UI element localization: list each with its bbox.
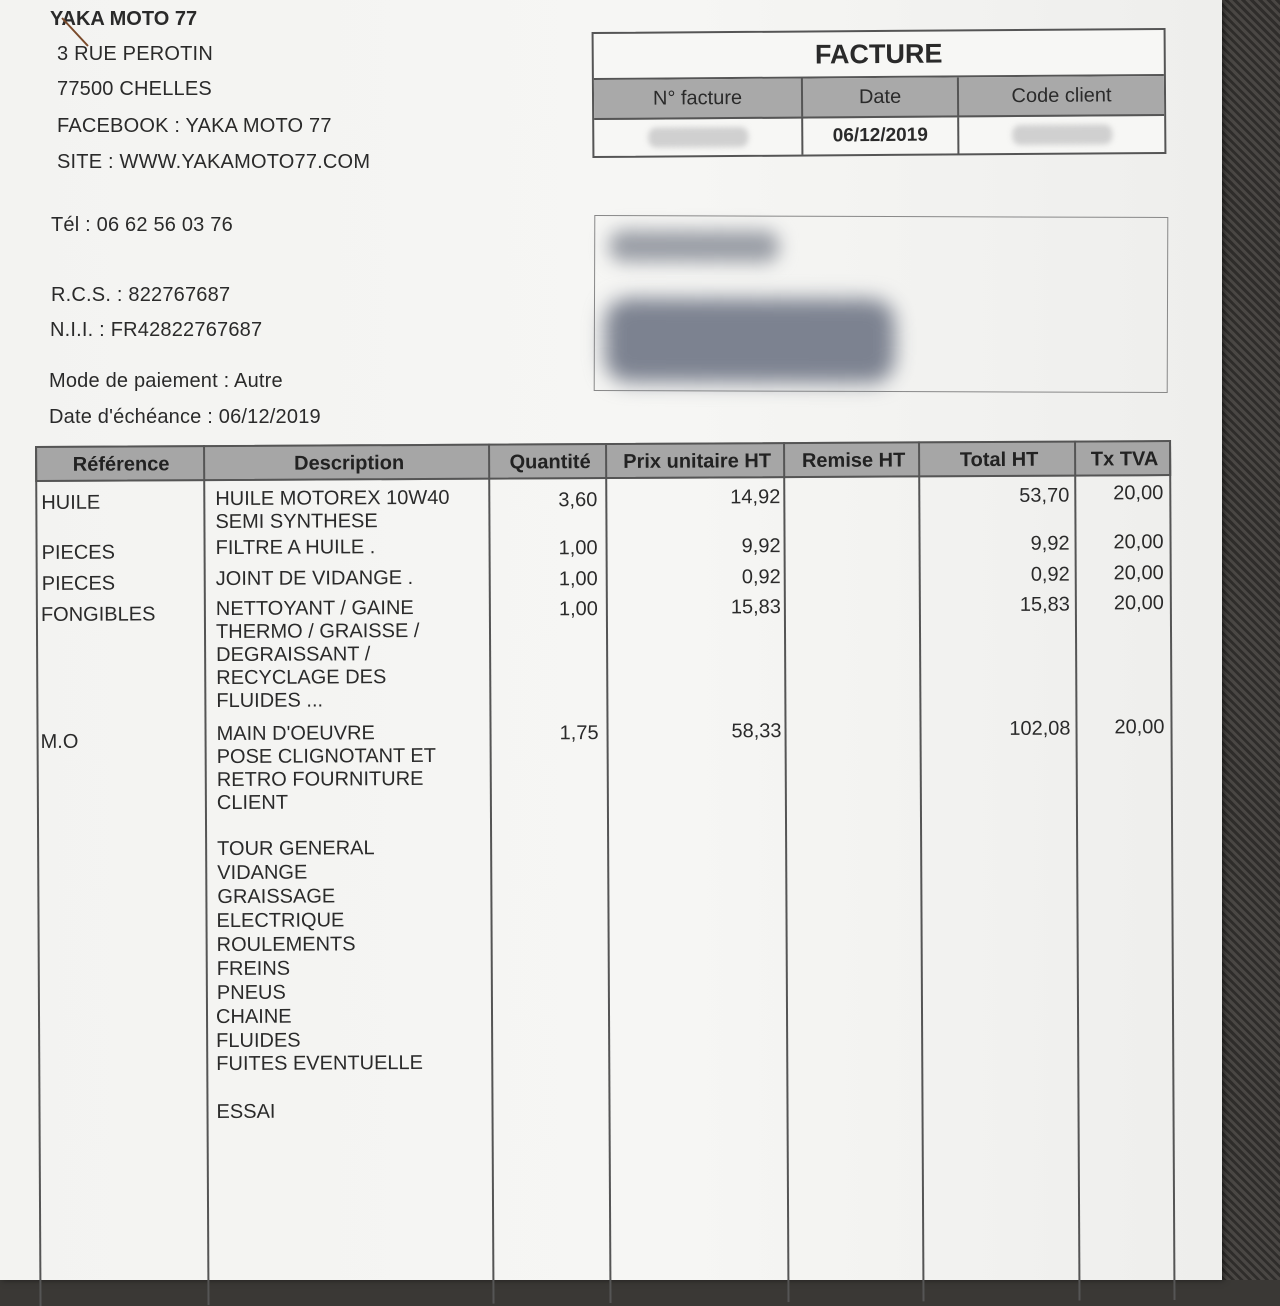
row2-desc-line1: FILTRE A HUILE . bbox=[215, 536, 376, 560]
column-border bbox=[783, 442, 790, 1302]
column-border bbox=[35, 446, 42, 1306]
company-phone: Tél : 06 62 56 03 76 bbox=[51, 214, 233, 236]
checklist-final-item: ESSAI bbox=[216, 1100, 276, 1124]
header-vat: Tx TVA bbox=[1090, 447, 1159, 470]
row5-desc-line3: RETRO FOURNITURE bbox=[216, 767, 424, 792]
row2-quantity: 1,00 bbox=[558, 537, 598, 560]
invoice-title: FACTURE bbox=[594, 30, 1164, 80]
column-border bbox=[1074, 441, 1081, 1301]
row2-reference: PIECES bbox=[41, 541, 116, 564]
redacted-client-code bbox=[1012, 124, 1112, 145]
company-address-line2: 77500 CHELLES bbox=[57, 78, 212, 100]
header-unit-price: Prix unitaire HT bbox=[623, 449, 772, 473]
payment-mode: Mode de paiement : Autre bbox=[49, 370, 283, 392]
column-border bbox=[1169, 440, 1176, 1300]
redacted-invoice-number bbox=[648, 127, 748, 148]
row4-vat: 20,00 bbox=[1113, 592, 1164, 615]
header-description: Description bbox=[294, 451, 405, 475]
company-rcs: R.C.S. : 822767687 bbox=[51, 284, 231, 306]
checklist-item: FUITES EVENTUELLE bbox=[216, 1051, 424, 1076]
row2-total: 9,92 bbox=[1030, 532, 1070, 555]
row4-desc-line3: DEGRAISSANT / bbox=[216, 643, 371, 667]
redacted-client-name bbox=[609, 230, 779, 263]
invoice-number-header: N° facture bbox=[594, 79, 803, 118]
row5-quantity: 1,75 bbox=[559, 722, 599, 745]
invoice-values-row bbox=[594, 116, 1164, 156]
row2-vat: 20,00 bbox=[1113, 531, 1164, 554]
row5-desc-line1: MAIN D'OEUVRE bbox=[216, 722, 375, 746]
company-address-line1: 3 RUE PEROTIN bbox=[57, 43, 213, 65]
checklist-item: VIDANGE bbox=[217, 861, 308, 885]
checklist-item: TOUR GENERAL bbox=[217, 837, 375, 861]
row3-desc-line1: JOINT DE VIDANGE . bbox=[215, 567, 414, 591]
row1-quantity: 3,60 bbox=[558, 489, 598, 512]
company-nii: N.I.I. : FR42822767687 bbox=[50, 319, 263, 341]
row3-unit-price: 0,92 bbox=[741, 566, 781, 589]
invoice-header-row bbox=[594, 76, 1164, 120]
row5-desc-line4: CLIENT bbox=[216, 791, 289, 815]
row4-desc-line5: FLUIDES ... bbox=[216, 689, 324, 713]
invoice-header-box bbox=[592, 28, 1167, 158]
client-code-header: Code client bbox=[1011, 83, 1112, 107]
column-border bbox=[488, 444, 495, 1304]
row1-reference: HUILE bbox=[41, 491, 101, 514]
company-site: SITE : WWW.YAKAMOTO77.COM bbox=[57, 151, 371, 173]
header-discount: Remise HT bbox=[801, 448, 906, 472]
row4-quantity: 1,00 bbox=[558, 598, 598, 621]
company-name: YAKA MOTO 77 bbox=[50, 8, 198, 30]
row2-unit-price: 9,92 bbox=[741, 535, 781, 558]
client-code-value bbox=[959, 116, 1164, 153]
row1-vat: 20,00 bbox=[1113, 482, 1164, 505]
invoice-number-value bbox=[594, 119, 803, 156]
row1-desc-line2: SEMI SYNTHESE bbox=[215, 510, 378, 534]
checklist-item: ELECTRIQUE bbox=[216, 909, 345, 933]
row5-vat: 20,00 bbox=[1114, 716, 1165, 739]
row1-desc-line1: HUILE MOTOREX 10W40 bbox=[215, 486, 450, 511]
header-quantity: Quantité bbox=[509, 450, 591, 474]
invoice-lines-table bbox=[35, 434, 1175, 1300]
row5-unit-price: 58,33 bbox=[731, 720, 782, 743]
checklist-item: GRAISSAGE bbox=[217, 885, 336, 909]
row3-total: 0,92 bbox=[1030, 563, 1070, 586]
checklist-item: FLUIDES bbox=[216, 1029, 301, 1053]
row3-quantity: 1,00 bbox=[558, 568, 598, 591]
company-facebook: FACEBOOK : YAKA MOTO 77 bbox=[57, 115, 332, 137]
row4-unit-price: 15,83 bbox=[730, 596, 781, 619]
row1-unit-price: 14,92 bbox=[730, 486, 781, 509]
row5-reference: M.O bbox=[40, 730, 79, 753]
due-date: Date d'échéance : 06/12/2019 bbox=[49, 406, 321, 428]
table-header-row bbox=[35, 440, 1171, 482]
client-address-box bbox=[594, 215, 1169, 393]
row3-vat: 20,00 bbox=[1113, 562, 1164, 585]
checklist-item: FREINS bbox=[216, 957, 291, 981]
row4-desc-line4: RECYCLAGE DES bbox=[216, 666, 387, 690]
pen-mark bbox=[58, 12, 98, 52]
row4-reference: FONGIBLES bbox=[40, 603, 156, 626]
checklist-item: ROULEMENTS bbox=[216, 933, 356, 957]
row4-total: 15,83 bbox=[1019, 593, 1070, 616]
column-border bbox=[918, 441, 925, 1301]
invoice-date-header: Date bbox=[803, 77, 959, 116]
row5-total: 102,08 bbox=[1009, 717, 1071, 740]
checklist-item: PNEUS bbox=[216, 981, 286, 1005]
row1-total: 53,70 bbox=[1019, 484, 1070, 507]
row4-desc-line2: THERMO / GRAISSE / bbox=[215, 619, 420, 644]
invoice-date-value: 06/12/2019 bbox=[803, 117, 959, 154]
header-total: Total HT bbox=[959, 448, 1039, 471]
redacted-client-address bbox=[605, 298, 895, 383]
column-border bbox=[203, 445, 210, 1305]
row5-desc-line2: POSE CLIGNOTANT ET bbox=[216, 744, 437, 769]
header-reference: Référence bbox=[72, 452, 170, 476]
row3-reference: PIECES bbox=[41, 572, 116, 595]
column-border bbox=[605, 443, 612, 1303]
checklist-item: CHAINE bbox=[215, 1005, 292, 1029]
row4-desc-line1: NETTOYANT / GAINE bbox=[215, 597, 414, 621]
